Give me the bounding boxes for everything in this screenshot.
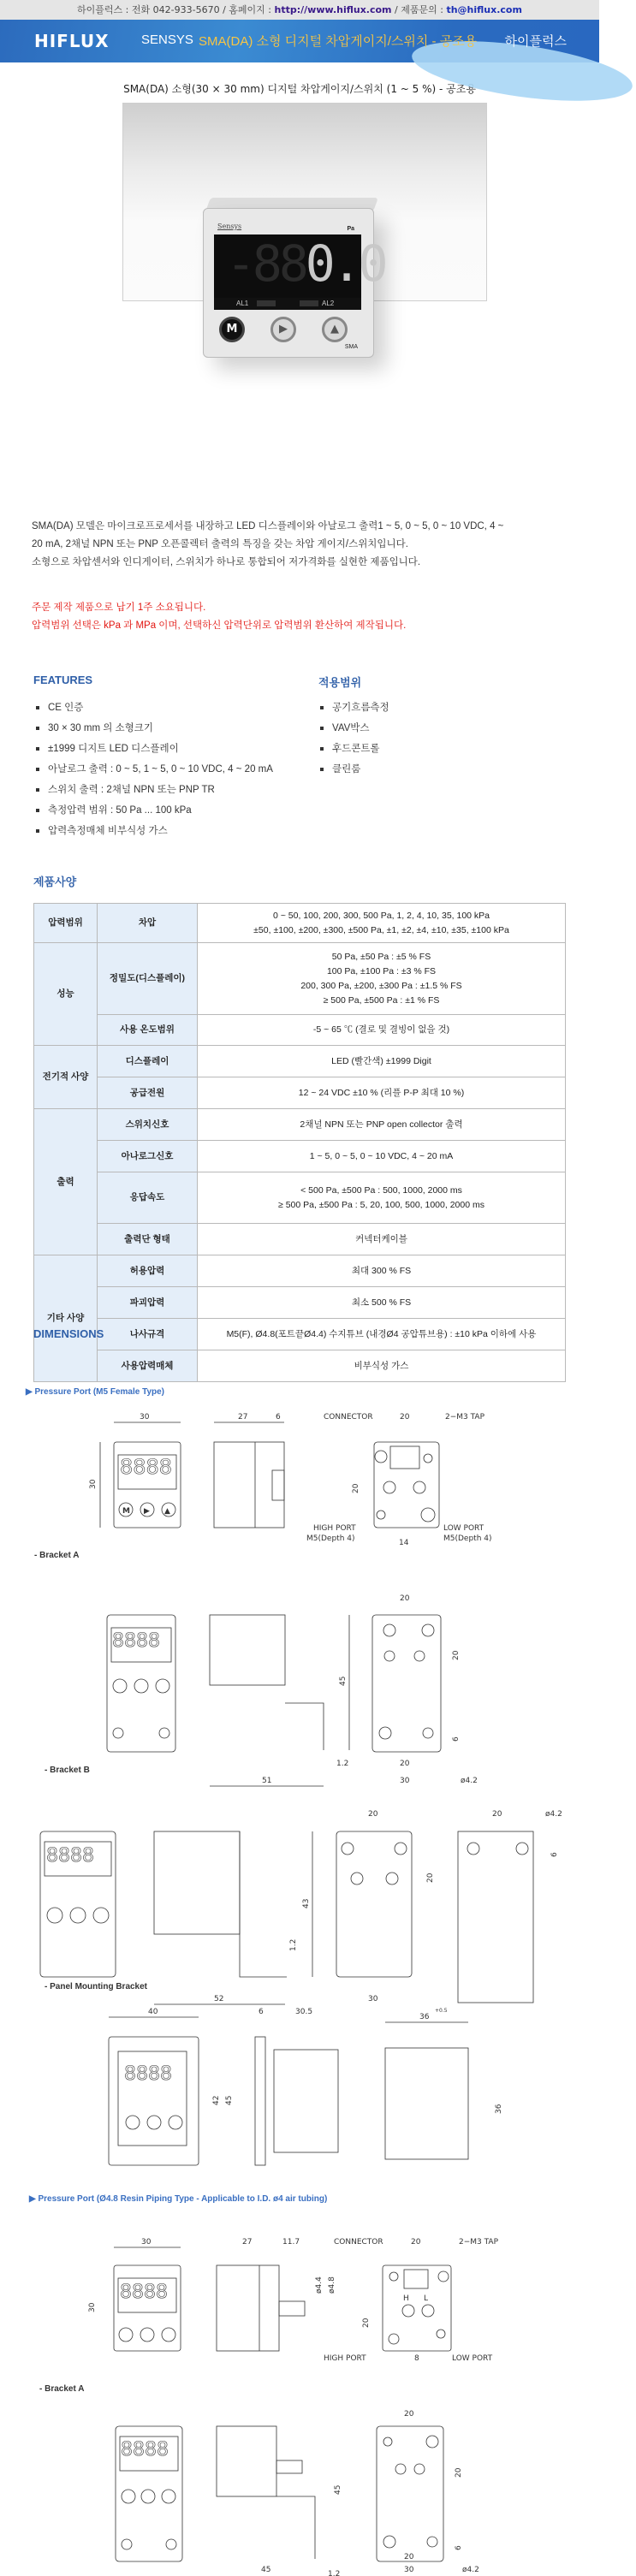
svg-text:ø4.2: ø4.2 xyxy=(461,1777,478,1785)
up-arrow-button-icon: ▲ xyxy=(322,317,348,342)
spec-value: 0 ~ 50, 100, 200, 300, 500 Pa, 1, 2, 4, 10, 35, 100 kPa ±50, ±100, ±200, ±300, ±500 Pa, ±1, ±2, ±4, ±10, ±35, ±100 kPa xyxy=(198,904,566,943)
table-row xyxy=(34,1109,566,1141)
al2-label: AL2 xyxy=(322,300,335,307)
svg-text:30: 30 xyxy=(404,2566,414,2574)
spec-group: 기타 사양 xyxy=(34,1255,98,1382)
table-row xyxy=(34,1046,566,1077)
application-item: 클린룸 xyxy=(320,759,389,780)
spec-label: 공급전원 xyxy=(98,1077,198,1109)
svg-text:20: 20 xyxy=(368,1810,378,1819)
order-notice xyxy=(32,599,406,635)
spec-label: 디스플레이 xyxy=(98,1046,198,1077)
homepage-label: 홈페이지 xyxy=(229,4,265,15)
table-row xyxy=(34,1350,566,1382)
svg-text:45: 45 xyxy=(334,2484,342,2495)
spec-label: 차압 xyxy=(98,904,198,943)
svg-text:6: 6 xyxy=(259,2008,264,2016)
spec-value: 커넥터케이블 xyxy=(198,1224,566,1255)
svg-text:20: 20 xyxy=(404,2553,414,2561)
table-row xyxy=(34,904,566,943)
spec-group: 전기적 사양 xyxy=(34,1046,98,1109)
svg-text:30: 30 xyxy=(400,1777,410,1785)
notice-line: 압력범위 선택은 kPa 과 MPa 이며, 선택하신 압력단위로 압력범위 환산하여 제작됩니다. xyxy=(32,620,407,631)
spec-value: 1 ~ 5, 0 ~ 5, 0 ~ 10 VDC, 4 ~ 20 mA xyxy=(198,1141,566,1172)
device-unit-label: Pa xyxy=(347,226,354,232)
svg-text:+0.5: +0.5 xyxy=(435,2008,448,2014)
top-info-bar: 하이플럭스 : 전화 042-933-5670 / 홈페이지 : http://www.hiflux.com / 제품문의 : th@hiflux.com xyxy=(0,0,599,20)
applications-heading: 적용범위 xyxy=(318,676,362,689)
svg-text:6: 6 xyxy=(452,1736,461,1742)
spec-label: 스위치신호 xyxy=(98,1109,198,1141)
phone-number: 042-933-5670 xyxy=(152,4,220,15)
dim-section-title: - Bracket B xyxy=(45,1766,90,1775)
svg-text:20: 20 xyxy=(455,2467,463,2478)
svg-text:LOW PORT: LOW PORT xyxy=(443,1524,484,1533)
intro-line: 소형으로 차압센서와 인디게이터, 스위치가 하나로 통합되어 저가격화를 실현한 제품입니다. xyxy=(32,557,421,567)
feature-item: 스위치 출력 : 2채널 NPN 또는 PNP TR xyxy=(36,780,273,800)
svg-text:8888: 8888 xyxy=(120,1455,173,1479)
header-product-title: SMA(DA) 소형 디지털 차압게이지/스위치 - 공조용 xyxy=(199,34,478,49)
spec-label: 출력단 형태 xyxy=(98,1224,198,1255)
hiflux-logo[interactable]: HIFLUX xyxy=(34,31,110,51)
feature-item: 압력측정매체 비부식성 가스 xyxy=(36,821,273,841)
svg-text:LOW PORT: LOW PORT xyxy=(452,2354,493,2363)
svg-text:1.2: 1.2 xyxy=(328,2570,341,2576)
svg-text:42: 42 xyxy=(212,2095,221,2105)
svg-text:20: 20 xyxy=(400,1760,410,1768)
svg-text:8888: 8888 xyxy=(120,2282,168,2303)
table-row xyxy=(34,1077,566,1109)
al2-indicator xyxy=(300,300,318,306)
table-row xyxy=(34,1224,566,1255)
svg-text:6: 6 xyxy=(550,1852,559,1857)
svg-text:CONNECTOR: CONNECTOR xyxy=(324,1413,373,1422)
display-lit-digits: 0.0 xyxy=(305,234,385,293)
table-row xyxy=(34,1255,566,1287)
svg-text:ø4.4: ø4.4 xyxy=(315,2276,324,2294)
svg-text:30: 30 xyxy=(141,2238,152,2247)
svg-text:M5(Depth 4): M5(Depth 4) xyxy=(443,1534,492,1543)
svg-text:8888: 8888 xyxy=(46,1845,94,1867)
dim-section-title: - Bracket A xyxy=(39,2384,85,2394)
svg-text:40: 40 xyxy=(148,2008,158,2016)
svg-text:11.7: 11.7 xyxy=(282,2238,300,2247)
svg-text:36: 36 xyxy=(419,2013,430,2021)
svg-text:M: M xyxy=(122,1507,130,1516)
device-model-label: SMA xyxy=(344,344,358,350)
svg-text:1.2: 1.2 xyxy=(336,1760,349,1768)
feature-item: ±1999 디지트 LED 디스플레이 xyxy=(36,739,273,759)
svg-text:2−M3 TAP: 2−M3 TAP xyxy=(445,1413,485,1422)
svg-text:1.2: 1.2 xyxy=(289,1938,298,1951)
intro-paragraph xyxy=(32,518,571,572)
svg-text:▶: ▶ xyxy=(144,1507,150,1516)
svg-text:30: 30 xyxy=(368,1995,378,2003)
inquiry-label: 제품문의 xyxy=(401,4,437,15)
bracket-a-resin-drawing xyxy=(0,2401,599,2576)
svg-text:30: 30 xyxy=(89,1479,98,1489)
table-row xyxy=(34,943,566,1015)
svg-text:8888: 8888 xyxy=(124,2063,172,2085)
dim-section-title: - Panel Mounting Bracket xyxy=(45,1982,148,1991)
spec-value: -5 ~ 65 ℃ (결로 및 결빙이 없을 것) xyxy=(198,1015,566,1046)
display-dim-digits: -88 xyxy=(226,234,306,293)
svg-text:20: 20 xyxy=(404,2410,414,2419)
svg-text:20: 20 xyxy=(452,1650,461,1660)
table-row xyxy=(34,1319,566,1350)
svg-text:45: 45 xyxy=(225,2095,234,2105)
homepage-link[interactable]: http://www.hiflux.com xyxy=(274,4,392,15)
dim-section-title: - Bracket A xyxy=(34,1551,80,1560)
application-item: 후드콘트롤 xyxy=(320,739,389,759)
svg-text:ø4.8: ø4.8 xyxy=(328,2276,336,2294)
svg-text:6: 6 xyxy=(276,1413,281,1422)
notice-line: 주문 제작 제품으로 납기 1주 소요됩니다. xyxy=(32,602,206,613)
device-alarm-strip xyxy=(214,298,361,310)
svg-text:45: 45 xyxy=(339,1676,348,1686)
svg-text:30: 30 xyxy=(140,1413,150,1422)
table-row xyxy=(34,1015,566,1046)
spec-label: 나사규격 xyxy=(98,1319,198,1350)
svg-text:20: 20 xyxy=(400,1413,410,1422)
spec-label: 사용압력매체 xyxy=(98,1350,198,1382)
svg-text:H: H xyxy=(403,2294,409,2303)
spec-value: 2채널 NPN 또는 PNP open collector 출력 xyxy=(198,1109,566,1141)
application-item: VAV박스 xyxy=(320,718,389,739)
svg-text:36: 36 xyxy=(495,2104,503,2114)
svg-text:20: 20 xyxy=(352,1483,360,1493)
intro-line: 20 mA, 2채널 NPN 또는 PNP 오픈콜렉터 출력의 특징을 갖는 차압 게이지/스위치입니다. xyxy=(32,539,408,549)
spec-label: 파괴압력 xyxy=(98,1287,198,1319)
svg-text:27: 27 xyxy=(242,2238,253,2247)
svg-text:6: 6 xyxy=(455,2545,463,2550)
svg-text:20: 20 xyxy=(492,1810,502,1819)
spec-label: 허용압력 xyxy=(98,1255,198,1287)
svg-text:8: 8 xyxy=(414,2354,419,2363)
mode-button-icon: M xyxy=(219,317,245,342)
panel-bracket-drawing xyxy=(0,1998,599,2152)
spec-value: < 500 Pa, ±500 Pa : 500, 1000, 2000 ms ≥ 500 Pa, ±500 Pa : 5, 20, 100, 500, 1000, 2000 ms xyxy=(198,1172,566,1224)
feature-item: 아날로그 출력 : 0 ~ 5, 1 ~ 5, 0 ~ 10 VDC, 4 ~ 20 mA xyxy=(36,759,273,780)
table-row xyxy=(34,1172,566,1224)
feature-item: CE 인증 xyxy=(36,697,273,718)
spec-label: 응답속도 xyxy=(98,1172,198,1224)
svg-text:52: 52 xyxy=(214,1995,224,2003)
spec-label: 아나로그신호 xyxy=(98,1141,198,1172)
spec-group: 성능 xyxy=(34,943,98,1046)
svg-text:ø4.2: ø4.2 xyxy=(462,2566,479,2574)
phone-label: 전화 xyxy=(131,4,151,15)
product-photo xyxy=(122,103,487,350)
al1-label: AL1 xyxy=(236,300,249,307)
spec-group: 출력 xyxy=(34,1109,98,1255)
features-list xyxy=(36,697,273,841)
right-arrow-button-icon: ▶ xyxy=(270,317,296,342)
header-company: 하이플럭스 xyxy=(504,33,567,49)
spec-table xyxy=(33,903,566,1382)
svg-text:51: 51 xyxy=(262,1777,272,1785)
svg-text:30.5: 30.5 xyxy=(295,2008,313,2016)
dim-section-title: ▶ Pressure Port (Ø4.8 Resin Piping Type - Applicable to I.D. ø4 air tubing) xyxy=(29,2194,328,2204)
feature-item: 측정압력 범위 : 50 Pa ... 100 kPa xyxy=(36,800,273,821)
svg-text:20: 20 xyxy=(426,1873,435,1883)
svg-text:20: 20 xyxy=(400,1594,410,1603)
svg-text:14: 14 xyxy=(399,1539,409,1547)
email-link[interactable]: th@hiflux.com xyxy=(446,4,522,15)
table-row xyxy=(34,1287,566,1319)
dim-section-title: ▶ Pressure Port (M5 Female Type) xyxy=(26,1387,165,1397)
page-title: SMA(DA) 소형(30 × 30 mm) 디지털 차압게이지/스위치 (1 ~ 5 %) - 공조용 xyxy=(123,83,476,95)
header-banner xyxy=(0,20,599,62)
spec-label: 정밀도(디스플레이) xyxy=(98,943,198,1015)
spec-value: LED (빨간색) ±1999 Digit xyxy=(198,1046,566,1077)
intro-line: SMA(DA) 모델은 마이크로프로세서를 내장하고 LED 디스플레이와 아날로그 출력1 ~ 5, 0 ~ 5, 0 ~ 10 VDC, 4 ~ xyxy=(32,521,504,531)
device-led-display xyxy=(214,234,385,298)
svg-text:8888: 8888 xyxy=(121,2439,169,2460)
al1-indicator xyxy=(257,300,276,306)
application-item: 공기흐름측정 xyxy=(320,697,389,718)
resin-port-drawing xyxy=(0,2234,599,2362)
svg-text:L: L xyxy=(424,2294,429,2303)
feature-item: 30 × 30 mm 의 소형크기 xyxy=(36,718,273,739)
spec-label: 사용 온도범위 xyxy=(98,1015,198,1046)
svg-text:2−M3 TAP: 2−M3 TAP xyxy=(459,2238,499,2247)
spec-group: 압력범위 xyxy=(34,904,98,943)
spec-heading: 제품사양 xyxy=(33,875,77,888)
spec-value: 12 ~ 24 VDC ±10 % (리플 P-P 최대 10 %) xyxy=(198,1077,566,1109)
m5-port-drawing xyxy=(0,1404,599,1547)
svg-text:HIGH PORT: HIGH PORT xyxy=(313,1524,356,1533)
svg-text:30: 30 xyxy=(88,2302,97,2312)
svg-text:ø4.2: ø4.2 xyxy=(545,1810,562,1819)
brand-label: SENSYS xyxy=(141,33,193,47)
features-heading: FEATURES xyxy=(33,674,93,686)
dimensions-heading: DIMENSIONS xyxy=(33,1327,104,1340)
table-row xyxy=(34,1141,566,1172)
svg-text:43: 43 xyxy=(302,1898,311,1908)
svg-text:20: 20 xyxy=(411,2238,421,2247)
spec-value: M5(F), Ø4.8(포트끝Ø4.4) 수지튜브 (내경Ø4 공압튜브용) : ±10 kPa 이하에 사용 xyxy=(198,1319,566,1350)
svg-text:HIGH PORT: HIGH PORT xyxy=(324,2354,366,2363)
svg-text:27: 27 xyxy=(238,1413,248,1422)
spec-value: 50 Pa, ±50 Pa : ±5 % FS 100 Pa, ±100 Pa : ±3 % FS 200, 300 Pa, ±200, ±300 Pa : ±1.5 % FS ≥ 500 Pa, ±500 Pa : ±1 % FS xyxy=(198,943,566,1015)
svg-text:M5(Depth 4): M5(Depth 4) xyxy=(306,1534,355,1543)
svg-text:20: 20 xyxy=(362,2318,371,2328)
company-name: 하이플럭스 xyxy=(77,4,123,15)
device-illustration xyxy=(203,198,385,356)
svg-text:▲: ▲ xyxy=(164,1507,170,1516)
spec-value: 비부식성 가스 xyxy=(198,1350,566,1382)
svg-text:8888: 8888 xyxy=(112,1630,160,1652)
device-maker-label: Sensys xyxy=(217,223,242,230)
spec-value: 최대 300 % FS xyxy=(198,1255,566,1287)
svg-text:45: 45 xyxy=(261,2566,271,2574)
spec-value: 최소 500 % FS xyxy=(198,1287,566,1319)
device-body xyxy=(203,208,385,358)
svg-text:CONNECTOR: CONNECTOR xyxy=(334,2238,383,2247)
applications-list xyxy=(320,697,389,780)
